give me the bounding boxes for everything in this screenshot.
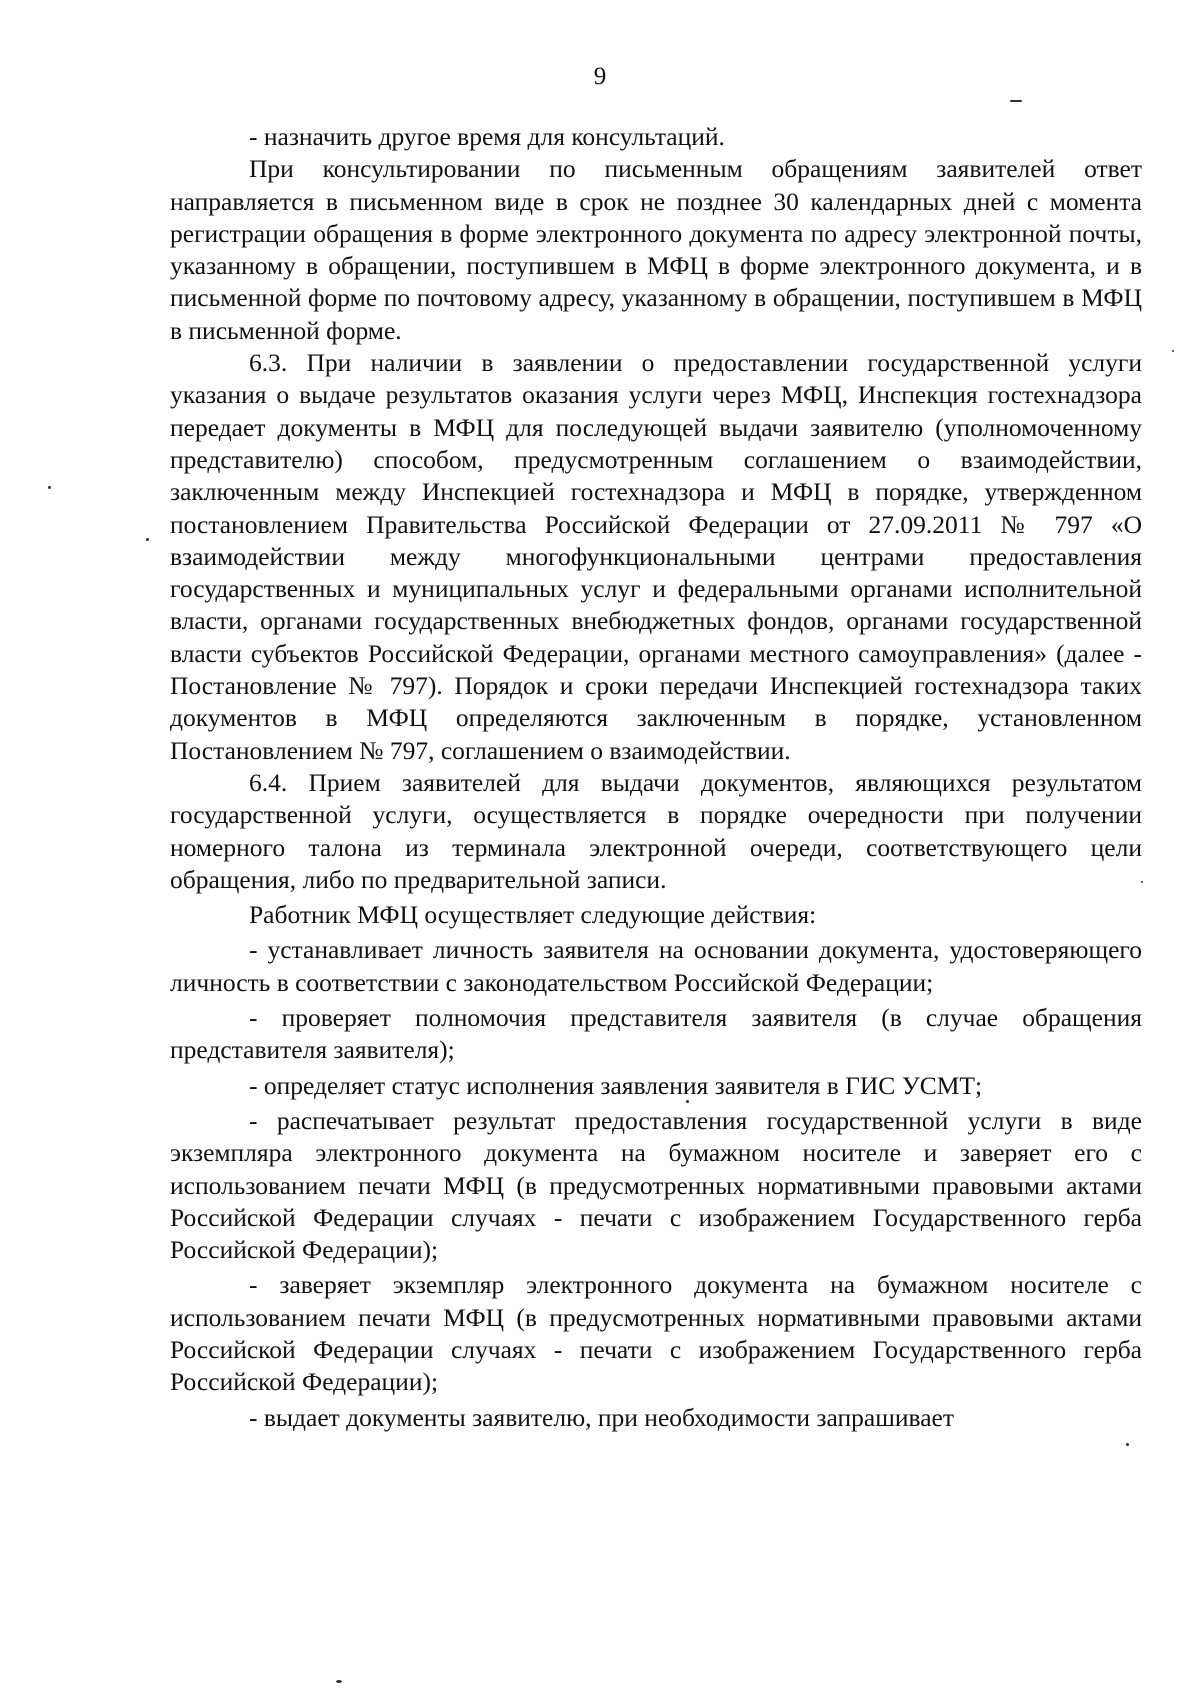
scan-speck: [1141, 881, 1143, 883]
paragraph-consultation-time: - назначить другое время для консультаций.: [249, 122, 725, 151]
scan-speck: [1172, 350, 1174, 352]
page-number: 9: [593, 63, 607, 90]
scan-speck: [686, 1100, 689, 1103]
scan-speck: [48, 486, 51, 489]
paragraph-6-3: 6.3. При наличии в заявлении о предоставлении государственной услуги указания о выдаче результатов оказания услуги через МФЦ, Инспекция гостехнадзора передает документы в МФЦ для последующей выдачи заявителю (уполномоченному представителю) способом, предусмотренным соглашением о взаимодействии, заключенным между Инспекцией гостехнадзора и МФЦ в порядке, утвержденном постановлением Правительства Российской Федерации от 27.09.2011 № 797 «О взаимодействии между многофункциональными центрами предоставления государственных и муниципальных услуг и федеральными органами исполнительной власти, органами государственных внебюджетных фондов, органами государственной власти субъектов Российской Федерации, органами местного самоуправления» (далее - Постановление № 797). Порядок и сроки передачи Инспекцией гостехнадзора таких документов в МФЦ определяются заключенным в порядке, установленном Постановлением № 797, соглашением о взаимодействии.: [170, 348, 1142, 765]
list-item-status-check: - определяет статус исполнения заявления заявителя в ГИС УСМТ;: [249, 1070, 983, 1100]
list-item-print-result: - распечатывает результат предоставления государственной услуги в виде экземпляра электронного документа на бумажном носителе и заверяет его с использованием печати МФЦ (в предусмотренных нормативными правовыми актами Российской Федерации случаях - печати с изображением Государственного герба Российской Федерации);: [170, 1105, 1142, 1265]
list-item-authority-check: - проверяет полномочия представителя заявителя (в случае обращения представителя заявителя);: [170, 1003, 1142, 1065]
scan-speck: [146, 538, 149, 541]
scan-speck: [336, 1680, 342, 1683]
list-item-issue-documents: - выдает документы заявителю, при необходимости запрашивает: [249, 1402, 954, 1432]
list-item-identity: - устанавливает личность заявителя на основании документа, удостоверяющего личность в соответствии с законодательством Российской Федерации;: [170, 935, 1142, 997]
paragraph-mfc-actions-intro: Работник МФЦ осуществляет следующие действия:: [249, 900, 817, 930]
scan-speck: [1126, 1443, 1129, 1446]
paragraph-written-consultation: При консультировании по письменным обращениям заявителей ответ направляется в письменном виде в срок не позднее 30 календарных дней с момента регистрации обращения в форме электронного документа по адресу электронной почты, указанному в обращении, поступившем в МФЦ в форме электронного документа, и в письменной форме по почтовому адресу, указанному в обращении, поступившем в МФЦ в письменной форме.: [170, 154, 1142, 345]
list-item-certify-copy: - заверяет экземпляр электронного документа на бумажном носителе с использованием печати МФЦ (в предусмотренных нормативными правовыми актами Российской Федерации случаях - печати с изображением Государственного герба Российской Федерации);: [170, 1270, 1142, 1397]
paragraph-6-4: 6.4. Прием заявителей для выдачи документов, являющихся результатом государственной услуги, осуществляется в порядке очередности при получении номерного талона из терминала электронной очереди, соответствующего цели обращения, либо по предварительной записи.: [170, 767, 1142, 894]
scan-speck: [1010, 100, 1022, 102]
body-text: [170, 121, 1142, 1434]
